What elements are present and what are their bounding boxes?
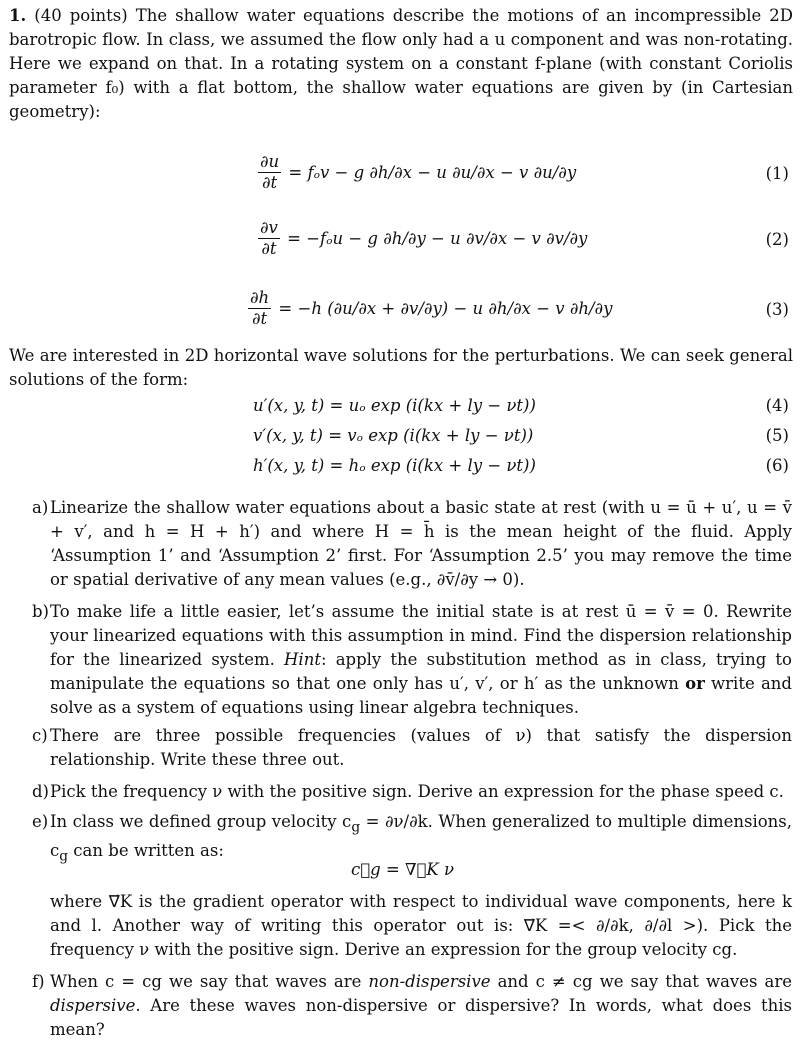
eq3-number: (3) bbox=[765, 300, 789, 319]
item-b bbox=[32, 600, 792, 720]
eq3-lhs-num: ∂h bbox=[250, 288, 270, 307]
eq1-lhs-den: ∂t bbox=[262, 173, 278, 192]
item-e-text2: where ∇⃗K is the gradient operator with respect to individual wave components, here k and l. Another way of writing this operator out is: ∇⃗K =< ∂/∂k, ∂/∂l >). Pick the frequency ν with the positive sign. Derive an expression for the group velocity cg. bbox=[50, 892, 792, 959]
item-e-text: In class we defined group velocity $c_g = \partial\nu/\partial k$. When generalized to multiple dimensions, $c_g$ can be written as: bbox=[50, 812, 792, 865]
item-b-text: To make life a little easier, let’s assume the initial state is at rest ū = v̄ = 0. Rewrite your linearized equations with this assumption in mind. Find the dispersion relationship for the linearized system. Hint: apply the substitution method as in class, trying to manipulate the equations so that one only has u′, v′, or h′ as the unknown or write and solve as a system of equations using linear algebra techniques. bbox=[50, 602, 792, 717]
perturbation-paragraph: We are interested in 2D horizontal wave solutions for the perturbations. We can seek general solutions of the form: bbox=[9, 346, 793, 389]
eq3-lhs-den: ∂t bbox=[252, 309, 268, 328]
item-a-label: a) bbox=[32, 498, 49, 517]
item-c-label: c) bbox=[32, 726, 48, 745]
solution-5 bbox=[0, 424, 805, 450]
eq1-lhs-num: ∂u bbox=[260, 152, 280, 171]
eq2-lhs-den: ∂t bbox=[261, 239, 277, 258]
solution-6-expr: h′(x, y, t) = hₒ exp (i(kx + ly − νt)) bbox=[253, 456, 536, 475]
solution-4-number: (4) bbox=[765, 396, 789, 415]
item-c bbox=[32, 724, 792, 772]
solution-4-expr: u′(x, y, t) = uₒ exp (i(kx + ly − νt)) bbox=[253, 396, 536, 415]
item-f-dispersive: dispersive bbox=[50, 996, 136, 1015]
item-a bbox=[32, 496, 792, 592]
item-f bbox=[32, 970, 792, 1042]
item-e-sub-g: g bbox=[351, 819, 361, 836]
item-f-label: f) bbox=[32, 972, 45, 991]
solution-5-number: (5) bbox=[765, 426, 789, 445]
eq2-rhs: = −fₒu − g ∂h/∂y − u ∂v/∂x − v ∂v/∂y bbox=[287, 228, 588, 248]
problem-intro bbox=[9, 4, 793, 124]
item-d-text: Pick the frequency ν with the positive sign. Derive an expression for the phase speed c. bbox=[50, 782, 784, 801]
item-c-text: There are three possible frequencies (values of ν) that satisfy the dispersion relationship. Write these three out. bbox=[50, 726, 792, 769]
solution-6 bbox=[0, 454, 805, 480]
item-e-continued bbox=[32, 890, 792, 962]
equation-3 bbox=[0, 288, 805, 332]
intro-text: (40 points) The shallow water equations describe the motions of an incompressible 2D barotropic flow. In class, we assumed the flow only had a u component and was non-rotating. Here we expand on that. In a rotating system on a constant f-plane (with constant Coriolis parameter f₀) with a flat bottom, the shallow water equations are given by (in Cartesian geometry): bbox=[9, 6, 793, 121]
item-f-nondispersive: non-dispersive bbox=[368, 972, 491, 991]
item-d-label: d) bbox=[32, 782, 49, 801]
eq2-lhs-num: ∂v bbox=[260, 218, 278, 237]
solution-6-number: (6) bbox=[765, 456, 789, 475]
item-b-label: b) bbox=[32, 602, 49, 621]
item-e-label: e) bbox=[32, 812, 49, 831]
eq2-number: (2) bbox=[765, 230, 789, 249]
eq1-rhs: = fₒv − g ∂h/∂x − u ∂u/∂x − v ∂u/∂y bbox=[288, 162, 577, 182]
solution-5-expr: v′(x, y, t) = vₒ exp (i(kx + ly − νt)) bbox=[253, 426, 534, 445]
group-velocity-equation: c⃗g = ∇⃗K ν bbox=[350, 860, 455, 879]
solution-4 bbox=[0, 394, 805, 420]
item-a-text: Linearize the shallow water equations about a basic state at rest (with u = ū + u′, u = v̄ + v′, and h = H + h′) and where H = h̄ is the mean height of the fluid. Apply ‘Assumption 1’ and ‘Assumption 2’ first. For ‘Assumption 2.5’ you may remove the time or spatial derivative of any mean values (e.g., ∂v̄/∂y → 0). bbox=[50, 498, 792, 589]
problem-number: 1. bbox=[9, 6, 27, 25]
item-d bbox=[32, 780, 792, 804]
item-b-hint: Hint bbox=[284, 650, 321, 669]
equation-1 bbox=[0, 152, 805, 196]
eq1-number: (1) bbox=[765, 164, 789, 183]
item-b-or: or bbox=[685, 674, 705, 693]
item-f-text: When c = cg we say that waves are non-dispersive and c ≠ cg we say that waves are dispersive. Are these waves non-dispersive or dispersive? In words, what does this mean? bbox=[50, 972, 793, 1039]
equation-2 bbox=[0, 218, 805, 262]
eq3-rhs: = −h (∂u/∂x + ∂v/∂y) − u ∂h/∂x − v ∂h/∂y bbox=[278, 298, 613, 318]
